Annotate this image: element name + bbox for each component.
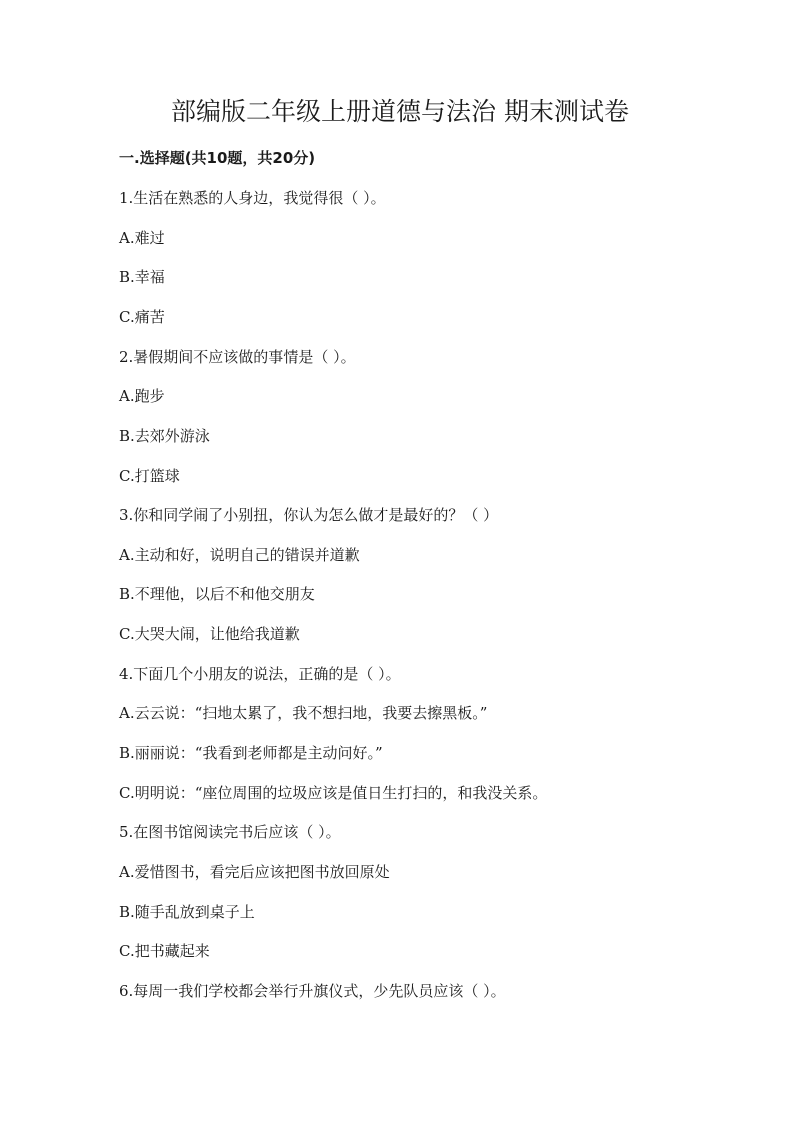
question-2-option-c: C.打篮球 xyxy=(119,467,180,485)
question-4-option-b: B.丽丽说：“我看到老师都是主动问好。” xyxy=(119,744,383,762)
question-5-option-b: B.随手乱放到桌子上 xyxy=(119,903,255,921)
question-5-option-a: A.爱惜图书，看完后应该把图书放回原处 xyxy=(119,863,390,881)
question-2: 2.暑假期间不应该做的事情是（ ）。 xyxy=(119,348,356,366)
question-3-option-b: B.不理他，以后不和他交朋友 xyxy=(119,585,315,603)
question-5-option-c: C.把书藏起来 xyxy=(119,942,210,960)
page-title: 部编版二年级上册道德与法治 期末测试卷 xyxy=(171,97,629,126)
question-3: 3.你和同学闹了小别扭，你认为怎么做才是最好的？（ ） xyxy=(119,506,499,524)
question-4: 4.下面几个小朋友的说法，正确的是（ ）。 xyxy=(119,665,401,683)
question-1-option-a: A.难过 xyxy=(119,229,165,247)
section-heading: 一.选择题(共10题，共20分) xyxy=(119,149,316,167)
question-3-option-a: A.主动和好，说明自己的错误并道歉 xyxy=(119,546,360,564)
question-4-option-c: C.明明说：“座位周围的垃圾应该是值日生打扫的，和我没关系。 xyxy=(119,784,548,802)
question-5: 5.在图书馆阅读完书后应该（ ）。 xyxy=(119,823,341,841)
question-3-option-c: C.大哭大闹，让他给我道歉 xyxy=(119,625,300,643)
question-2-option-a: A.跑步 xyxy=(119,387,165,405)
question-1: 1.生活在熟悉的人身边，我觉得很（ ）。 xyxy=(119,189,386,207)
question-6: 6.每周一我们学校都会举行升旗仪式，少先队员应该（ ）。 xyxy=(119,982,506,1000)
question-1-option-c: C.痛苦 xyxy=(119,308,165,326)
question-2-option-b: B.去郊外游泳 xyxy=(119,427,210,445)
question-1-option-b: B.幸福 xyxy=(119,268,165,286)
question-4-option-a: A.云云说：“扫地太累了，我不想扫地，我要去擦黑板。” xyxy=(119,704,488,722)
